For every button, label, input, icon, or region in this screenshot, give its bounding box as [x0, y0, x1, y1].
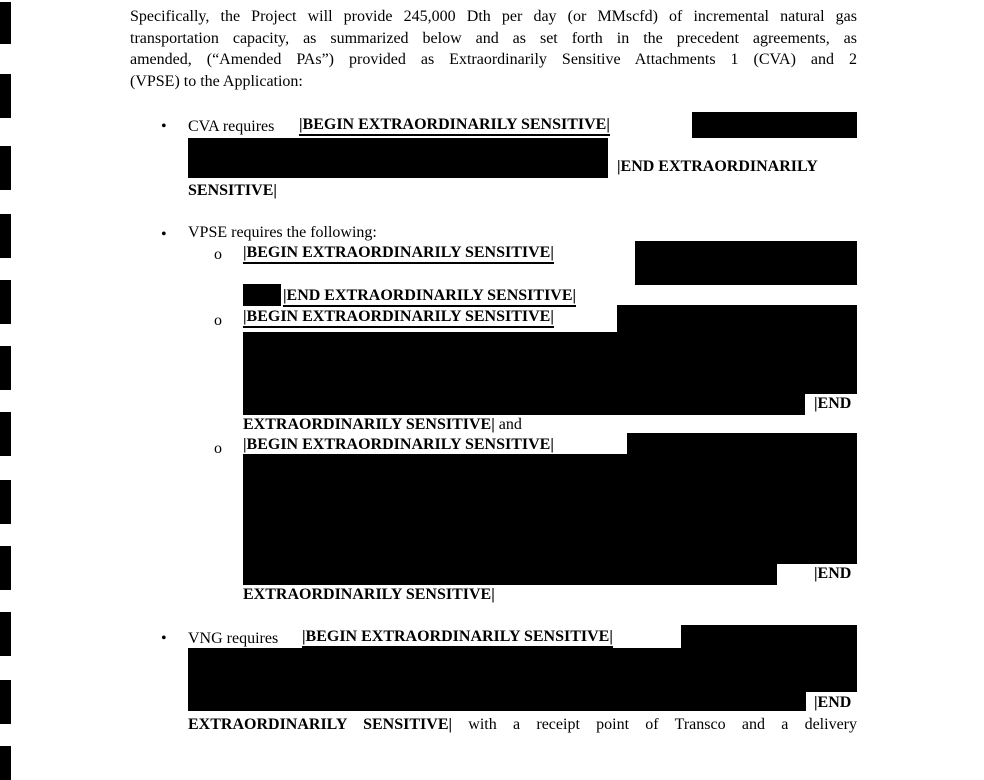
end-marker-continued: EXTRAORDINARILY SENSITIVE| and: [243, 416, 522, 433]
end-marker-continued: EXTRAORDINARILY SENSITIVE|: [243, 586, 495, 603]
margin-bar: [0, 214, 11, 258]
bullet-symbol: •: [161, 226, 167, 243]
sub-bullet-symbol: o: [214, 440, 222, 457]
end-marker: |END EXTRAORDINARILY: [617, 158, 818, 175]
redaction-block: [188, 691, 806, 711]
end-marker: |END: [814, 395, 852, 412]
margin-bar: [0, 280, 11, 324]
bullet-symbol: •: [161, 630, 167, 647]
intro-line: (VPSE) to the Application:: [130, 73, 303, 90]
margin-bar: [0, 74, 11, 118]
redaction-block: [243, 454, 857, 564]
redaction-block: [188, 648, 857, 692]
end-marker-continued: SENSITIVE|: [188, 182, 277, 199]
vng-prefix: VNG requires: [188, 630, 279, 647]
redaction-block: [243, 332, 857, 394]
end-marker: |END EXTRAORDINARILY SENSITIVE|: [283, 287, 576, 307]
sub-bullet-symbol: o: [214, 246, 222, 263]
begin-marker: |BEGIN EXTRAORDINARILY SENSITIVE|: [299, 116, 610, 136]
begin-marker: |BEGIN EXTRAORDINARILY SENSITIVE|: [243, 244, 554, 264]
redaction-block: [692, 112, 857, 138]
redaction-block: [243, 563, 777, 585]
redaction-block: [243, 393, 805, 415]
redaction-block: [243, 284, 281, 306]
vng-continued-line: EXTRAORDINARILY SENSITIVE| with a receipt point of Transco and a delivery: [188, 716, 857, 733]
margin-bar: [0, 612, 11, 656]
margin-bar: [0, 412, 11, 456]
margin-bar: [0, 2, 11, 44]
end-marker: |END: [814, 694, 852, 711]
begin-marker: |BEGIN EXTRAORDINARILY SENSITIVE|: [243, 308, 554, 328]
margin-bar: [0, 546, 11, 590]
redaction-block: [681, 625, 857, 649]
bullet-symbol: •: [161, 118, 167, 135]
redaction-block: [635, 241, 857, 285]
intro-line: transportation capacity, as summarized below and as set forth in the precedent agreements, as: [130, 30, 857, 47]
redaction-block: [188, 138, 608, 178]
margin-bar: [0, 746, 11, 780]
vpse-intro: VPSE requires the following:: [188, 224, 377, 241]
margin-bar: [0, 346, 11, 390]
margin-bar: [0, 480, 11, 524]
end-marker: |END: [814, 565, 852, 582]
margin-bar: [0, 680, 11, 724]
redaction-block: [617, 305, 857, 333]
begin-marker: |BEGIN EXTRAORDINARILY SENSITIVE|: [243, 436, 554, 456]
redaction-block: [627, 433, 857, 455]
cva-prefix: CVA requires: [188, 118, 275, 135]
begin-marker: |BEGIN EXTRAORDINARILY SENSITIVE|: [302, 628, 613, 648]
sub-bullet-symbol: o: [214, 312, 222, 329]
margin-bar: [0, 146, 11, 190]
intro-line: Specifically, the Project will provide 245,000 Dth per day (or MMscfd) of incremental natural gas: [130, 8, 857, 25]
intro-line: amended, (“Amended PAs”) provided as Extraordinarily Sensitive Attachments 1 (CVA) and 2: [130, 51, 857, 68]
